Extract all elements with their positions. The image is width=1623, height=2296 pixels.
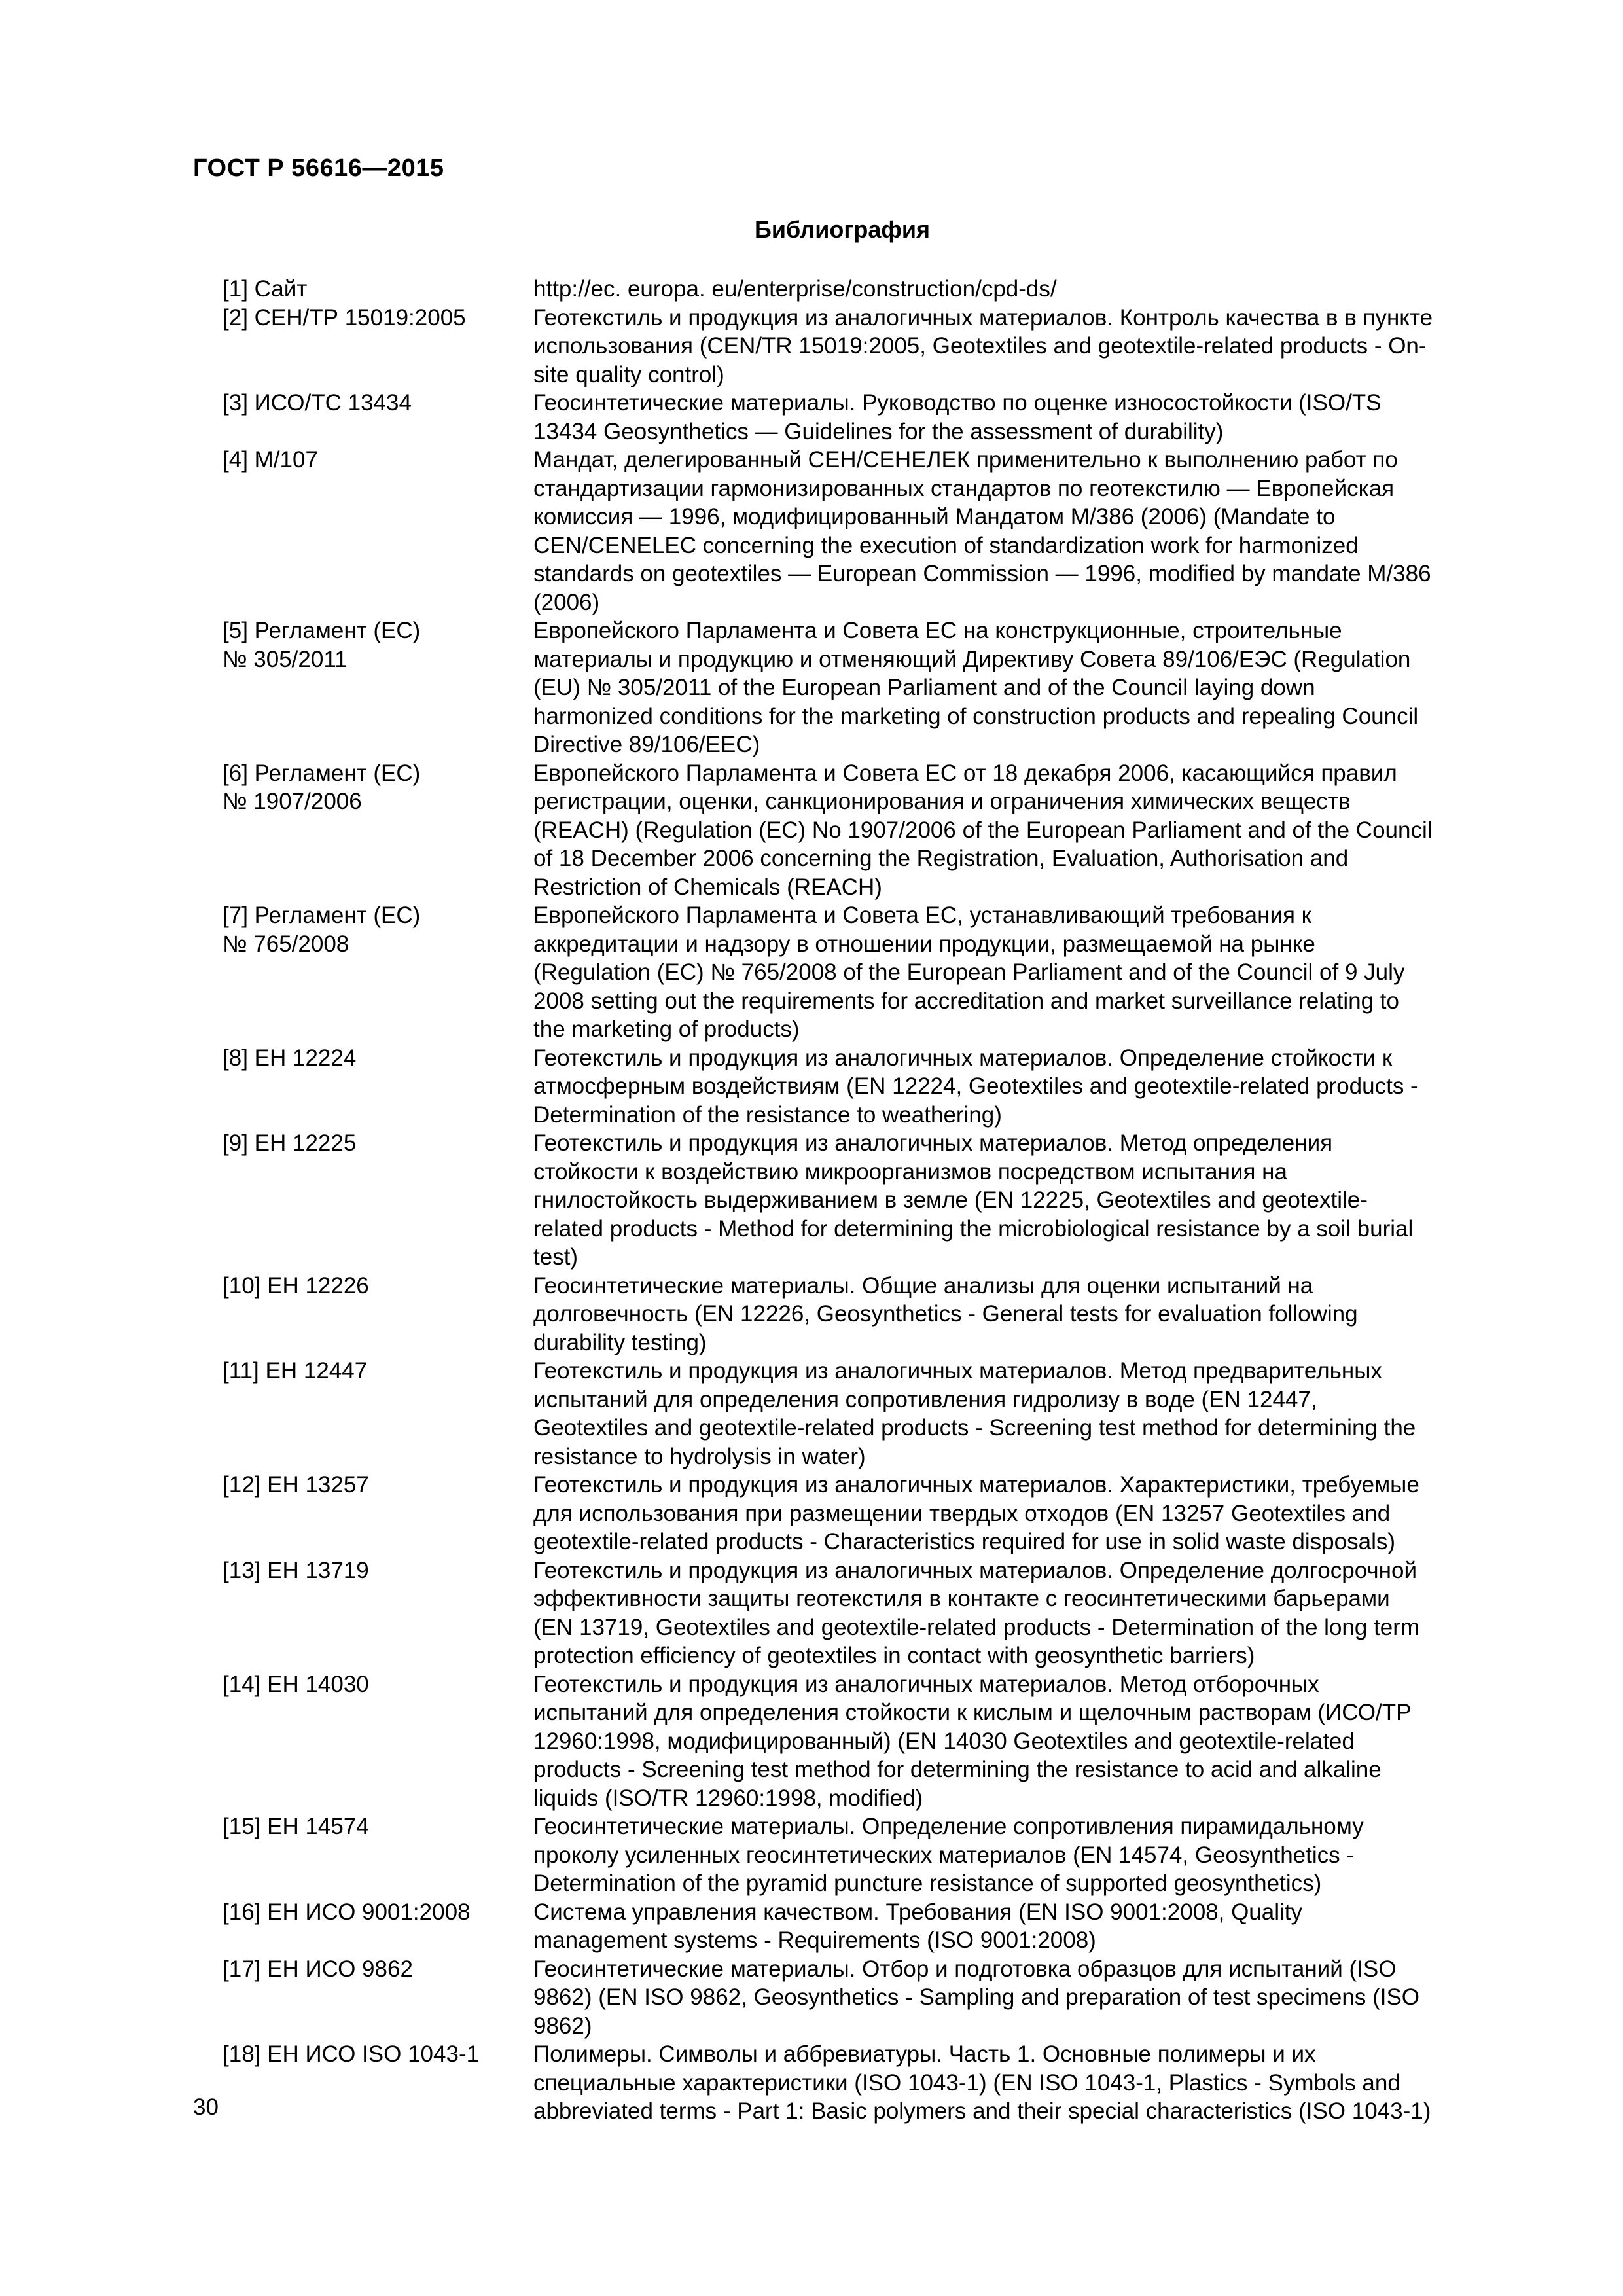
bibliography-description: Геосинтетические материалы. Отбор и подготовка образцов для испытаний (ISO 9862) (EN ISO 9862, Geosynthetics - Sampling and preparation of test specimens (ISO 9862) (533, 1956, 1420, 2039)
bibliography-description: Европейского Парламента и Совета ЕС на конструкционные, строительные материалы и продукцию и отменяющий Директиву Совета 89/106/ЕЭС (Regulation (EU) № 305/2011 of the European Parliament and of the Council laying down harmonized conditions for the marketing of construction products and repealing Council Directive 89/106/EEC) (533, 618, 1419, 757)
bibliography-description: Геосинтетические материалы. Руководство по оценке износостойкости (ISO/TS 13434 Geosynthetics — Guidelines for the assessment of durability) (533, 390, 1382, 444)
bibliography-entry (223, 1812, 1495, 1898)
bibliography-entry (223, 389, 1495, 446)
bibliography-description: Мандат, делегированный СЕН/СЕНЕЛЕК применительно к выполнению работ по стандартизации гармонизированных стандартов по геотекстилю — Европейская комиссия — 1996, модифицированный Мандатом M/386 (2006) (Mandate to CEN/CENELEC concerning the execution of standardization work for harmonized standards on geotextiles — European Commission — 1996, modified by mandate M/386 (2006) (533, 447, 1431, 615)
bibliography-ref: [7] Регламент (ЕС) № 765/2008 (223, 903, 421, 957)
bibliography-description: http://ec. europa. eu/enterprise/construction/cpd-ds/ (533, 276, 1057, 302)
bibliography-description: Геосинтетические материалы. Определение сопротивления пирамидальному проколу усиленных геосинтетических материалов (EN 14574, Geosynthetics - Determination of the pyramid puncture resistance of supported geosynthetics) (533, 1814, 1364, 1896)
bibliography-description: Система управления качеством. Требования (EN ISO 9001:2008, Quality management systems - Requirements (ISO 9001:2008) (533, 1899, 1303, 1953)
bibliography-list (223, 275, 1495, 2126)
bibliography-entry (223, 304, 1495, 389)
bibliography-ref: [4] M/107 (223, 447, 318, 473)
bibliography-ref: [5] Регламент (ЕС) № 305/2011 (223, 618, 421, 672)
bibliography-entry (223, 1272, 1495, 1357)
bibliography-ref: [15] ЕН 14574 (223, 1814, 369, 1839)
bibliography-entry (223, 1044, 1495, 1130)
bibliography-ref: [2] СЕН/ТР 15019:2005 (223, 304, 466, 331)
bibliography-ref: [17] ЕН ИСО 9862 (223, 1956, 413, 1982)
bibliography-description: Европейского Парламента и Совета ЕС, устанавливающий требования к аккредитации и надзору в отношении продукции, размещаемой на рынке (Regulation (EC) № 765/2008 of the European Parliament and of the Council of 9 July 2008 setting out the requirements for accreditation and market surveillance relating to the marketing of products) (533, 903, 1405, 1042)
bibliography-entry (223, 1129, 1495, 1272)
bibliography-description: Геотекстиль и продукция из аналогичных материалов. Метод определения стойкости к воздействию микроорганизмов посредством испытания на гнилостойкость выдерживанием в земле (EN 12225, Geotextiles and geotextile- related products - Method for determining the microbiological resistance by a soil burial test) (533, 1130, 1414, 1270)
bibliography-ref: [12] ЕН 13257 (223, 1472, 369, 1498)
bibliography-description: Геотекстиль и продукция из аналогичных материалов. Определение стойкости к атмосферным воздействиям (EN 12224, Geotextiles and geotextile-related products - Determination of the resistance to weathering) (533, 1045, 1418, 1128)
bibliography-entry (223, 2040, 1495, 2126)
bibliography-entry (223, 617, 1495, 759)
bibliography-ref: [14] ЕН 14030 (223, 1671, 369, 1697)
bibliography-description: Европейского Парламента и Совета ЕС от 18 декабря 2006, касающийся правил регистрации, оценки, санкционирования и ограничения химических веществ (REACH) (Regulation (EC) No 1907/2006 of the European Parliament and of the Council of 18 December 2006 concerning the Registration, Evaluation, Authorisation and Restriction of Chemicals (REACH) (533, 760, 1433, 900)
section-title: Библиография (755, 216, 930, 243)
bibliography-entry (223, 1898, 1495, 1955)
bibliography-entry (223, 1471, 1495, 1556)
bibliography-description: Полимеры. Символы и аббревиатуры. Часть 1. Основные полимеры и их специальные характеристики (ISO 1043-1) (EN ISO 1043-1, Plastics - Symbols and abbreviated terms - Part 1: Basic polymers and their special characteristics (ISO 1043-1) (533, 2041, 1431, 2124)
bibliography-ref: [3] ИСО/ТС 13434 (223, 390, 412, 416)
bibliography-entry (223, 1670, 1495, 1813)
bibliography-ref: [16] ЕН ИСО 9001:2008 (223, 1899, 471, 1925)
bibliography-description: Геотекстиль и продукция из аналогичных материалов. Метод отборочных испытаний для определения стойкости к кислым и щелочным растворам (ИСО/ТР 12960:1998, модифицированный) (EN 14030 Geotextiles and geotextile-related products - Screening test method for determining the resistance to acid and alkaline liquids (ISO/TR 12960:1998, modified) (533, 1671, 1412, 1811)
bibliography-entry (223, 1357, 1495, 1471)
bibliography-ref: [11] ЕН 12447 (223, 1358, 368, 1384)
bibliography-description: Геосинтетические материалы. Общие анализы для оценки испытаний на долговечность (EN 12226, Geosynthetics - General tests for evaluation following durability testing) (533, 1272, 1358, 1355)
page-number: 30 (193, 2094, 219, 2120)
bibliography-entry (223, 446, 1495, 617)
bibliography-entry (223, 1556, 1495, 1670)
bibliography-entry (223, 759, 1495, 902)
bibliography-ref: [1] Сайт (223, 276, 308, 302)
bibliography-entry (223, 1955, 1495, 2041)
bibliography-ref: [10] ЕН 12226 (223, 1272, 369, 1299)
bibliography-description: Геотекстиль и продукция из аналогичных материалов. Характеристики, требуемые для использования при размещении твердых отходов (EN 13257 Geotextiles and geotextile-related products - Characteristics required for use in solid waste disposals) (533, 1472, 1419, 1554)
document-code: ГОСТ Р 56616—2015 (193, 154, 444, 182)
bibliography-ref: [9] ЕН 12225 (223, 1130, 357, 1156)
bibliography-ref: [13] ЕН 13719 (223, 1557, 369, 1583)
bibliography-entry (223, 901, 1495, 1044)
bibliography-entry (223, 275, 1495, 304)
bibliography-description: Геотекстиль и продукция из аналогичных материалов. Метод предварительных испытаний для определения сопротивления гидролизу в воде (EN 12447, Geotextiles and geotextile-related products - Screening test method for determining the resistance to hydrolysis in water) (533, 1358, 1416, 1469)
bibliography-ref: [18] ЕН ИСО ISO 1043-1 (223, 2041, 480, 2067)
bibliography-description: Геотекстиль и продукция из аналогичных материалов. Определение долгосрочной эффективности защиты геотекстиля в контакте с геосинтетическими барьерами (EN 13719, Geotextiles and geotextile-related products - Determination of the long term protection efficiency of geotextiles in contact with geosynthetic barriers) (533, 1557, 1420, 1668)
bibliography-description: Геотекстиль и продукция из аналогичных материалов. Контроль качества в в пункте использования (CEN/TR 15019:2005, Geotextiles and geotextile-related products - On- site quality control) (533, 304, 1433, 387)
bibliography-ref: [6] Регламент (ЕС) № 1907/2006 (223, 760, 421, 814)
bibliography-ref: [8] ЕН 12224 (223, 1045, 357, 1071)
